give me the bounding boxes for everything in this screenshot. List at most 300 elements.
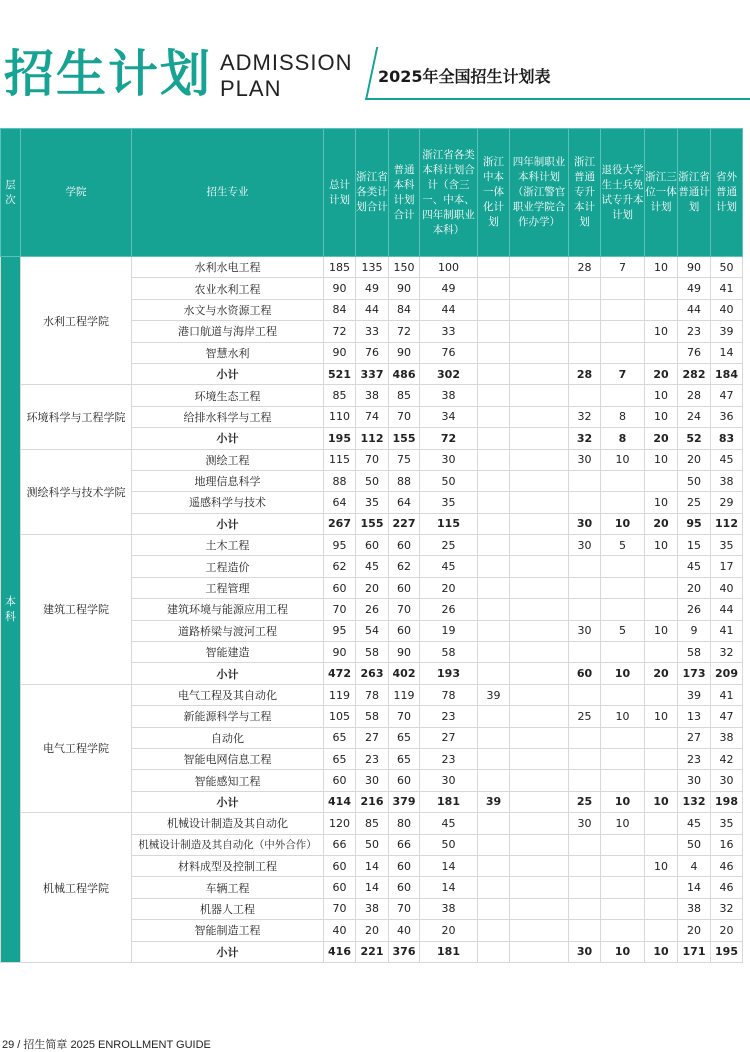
- plan-value-cell: 13: [678, 706, 711, 727]
- plan-value-cell: 38: [356, 385, 389, 406]
- plan-value-cell: [569, 642, 601, 663]
- plan-value-cell: 44: [356, 299, 389, 320]
- plan-value-cell: 38: [420, 385, 478, 406]
- plan-value-cell: 135: [356, 257, 389, 278]
- plan-value-cell: 35: [711, 813, 743, 834]
- plan-value-cell: 49: [356, 278, 389, 299]
- plan-value-cell: 41: [711, 278, 743, 299]
- plan-value-cell: 90: [678, 257, 711, 278]
- column-header: [1, 129, 21, 257]
- table-row: [1, 257, 743, 278]
- plan-value-cell: [478, 748, 510, 769]
- plan-value-cell: [601, 492, 645, 513]
- plan-value-cell: [601, 599, 645, 620]
- plan-value-cell: 44: [420, 299, 478, 320]
- plan-value-cell: [478, 492, 510, 513]
- plan-value-cell: [478, 813, 510, 834]
- plan-value-cell: 10: [645, 791, 678, 812]
- plan-value-cell: [569, 920, 601, 941]
- plan-value-cell: 472: [324, 663, 356, 684]
- plan-value-cell: 64: [324, 492, 356, 513]
- plan-value-cell: 45: [711, 449, 743, 470]
- plan-value-cell: 95: [678, 513, 711, 534]
- plan-value-cell: 58: [678, 642, 711, 663]
- plan-value-cell: [510, 342, 569, 363]
- plan-value-cell: 49: [678, 278, 711, 299]
- plan-value-cell: [645, 770, 678, 791]
- plan-value-cell: 19: [420, 620, 478, 641]
- plan-value-cell: 267: [324, 513, 356, 534]
- major-name-cell: 智能制造工程: [132, 920, 324, 941]
- plan-value-cell: 23: [420, 706, 478, 727]
- major-name-cell: 小计: [132, 428, 324, 449]
- plan-value-cell: 39: [478, 791, 510, 812]
- plan-value-cell: 14: [356, 855, 389, 876]
- plan-value-cell: 10: [645, 321, 678, 342]
- plan-value-cell: 26: [420, 599, 478, 620]
- plan-value-cell: 263: [356, 663, 389, 684]
- plan-value-cell: 112: [711, 513, 743, 534]
- plan-value-cell: 33: [356, 321, 389, 342]
- plan-value-cell: [510, 257, 569, 278]
- plan-value-cell: [645, 556, 678, 577]
- plan-value-cell: 47: [711, 385, 743, 406]
- plan-value-cell: [645, 642, 678, 663]
- plan-value-cell: 62: [324, 556, 356, 577]
- major-name-cell: 新能源科学与工程: [132, 706, 324, 727]
- plan-value-cell: [478, 278, 510, 299]
- plan-value-cell: 10: [645, 257, 678, 278]
- plan-value-cell: 20: [645, 513, 678, 534]
- column-header: 省外普通计划: [711, 129, 743, 257]
- plan-value-cell: [510, 363, 569, 384]
- plan-value-cell: 15: [678, 535, 711, 556]
- plan-value-cell: 4: [678, 855, 711, 876]
- plan-value-cell: [510, 299, 569, 320]
- plan-value-cell: 65: [389, 748, 420, 769]
- table-subtitle: 2025年全国招生计划表: [378, 67, 551, 86]
- plan-value-cell: 9: [678, 620, 711, 641]
- plan-value-cell: 28: [569, 363, 601, 384]
- plan-value-cell: 60: [389, 620, 420, 641]
- plan-value-cell: 60: [356, 535, 389, 556]
- major-name-cell: 小计: [132, 363, 324, 384]
- plan-value-cell: 85: [324, 385, 356, 406]
- column-header: 招生专业: [132, 129, 324, 257]
- plan-value-cell: 38: [356, 898, 389, 919]
- table-row: [1, 684, 743, 705]
- plan-value-cell: [510, 898, 569, 919]
- plan-value-cell: 119: [389, 684, 420, 705]
- plan-value-cell: 195: [711, 941, 743, 962]
- plan-value-cell: 70: [389, 599, 420, 620]
- plan-value-cell: 84: [324, 299, 356, 320]
- college-name-cell: 测绘科学与技术学院: [21, 449, 132, 535]
- major-name-cell: 给排水科学与工程: [132, 406, 324, 427]
- plan-value-cell: 76: [356, 342, 389, 363]
- plan-value-cell: 10: [645, 492, 678, 513]
- column-header: 学院: [21, 129, 132, 257]
- plan-value-cell: 181: [420, 941, 478, 962]
- plan-value-cell: [569, 834, 601, 855]
- plan-value-cell: 50: [420, 470, 478, 491]
- plan-value-cell: [601, 577, 645, 598]
- plan-value-cell: 20: [645, 663, 678, 684]
- plan-value-cell: [510, 385, 569, 406]
- plan-value-cell: [601, 920, 645, 941]
- plan-value-cell: 337: [356, 363, 389, 384]
- plan-value-cell: 30: [569, 941, 601, 962]
- plan-value-cell: [478, 855, 510, 876]
- plan-value-cell: 115: [324, 449, 356, 470]
- plan-value-cell: [478, 449, 510, 470]
- plan-value-cell: 90: [324, 342, 356, 363]
- plan-value-cell: [478, 556, 510, 577]
- plan-value-cell: 50: [678, 470, 711, 491]
- plan-value-cell: 282: [678, 363, 711, 384]
- column-header: 总计计划: [324, 129, 356, 257]
- plan-value-cell: 58: [356, 642, 389, 663]
- plan-value-cell: 70: [356, 449, 389, 470]
- plan-value-cell: [569, 877, 601, 898]
- subtitle-divider-line: [365, 98, 750, 100]
- plan-value-cell: 8: [601, 406, 645, 427]
- column-header: 浙江省各类本科计划合计（含三一、中本、四年制职业本科）: [420, 129, 478, 257]
- plan-value-cell: [478, 470, 510, 491]
- plan-value-cell: 10: [601, 706, 645, 727]
- plan-value-cell: 44: [678, 299, 711, 320]
- plan-value-cell: 84: [389, 299, 420, 320]
- plan-value-cell: 45: [420, 556, 478, 577]
- plan-value-cell: 10: [645, 385, 678, 406]
- page-footer: 29 / 招生简章 2025 ENROLLMENT GUIDE: [2, 1039, 211, 1051]
- plan-value-cell: [510, 449, 569, 470]
- plan-value-cell: 30: [711, 770, 743, 791]
- plan-value-cell: 155: [389, 428, 420, 449]
- plan-value-cell: 173: [678, 663, 711, 684]
- plan-value-cell: 302: [420, 363, 478, 384]
- plan-value-cell: 70: [389, 706, 420, 727]
- plan-value-cell: 30: [678, 770, 711, 791]
- plan-value-cell: 20: [678, 577, 711, 598]
- plan-value-cell: 155: [356, 513, 389, 534]
- plan-value-cell: 5: [601, 620, 645, 641]
- plan-value-cell: [601, 748, 645, 769]
- plan-value-cell: [478, 535, 510, 556]
- plan-value-cell: 32: [711, 898, 743, 919]
- plan-value-cell: [510, 813, 569, 834]
- plan-value-cell: 10: [645, 449, 678, 470]
- plan-value-cell: 38: [678, 898, 711, 919]
- plan-value-cell: 38: [711, 727, 743, 748]
- plan-value-cell: 60: [324, 577, 356, 598]
- level-char: 科: [5, 610, 16, 624]
- plan-value-cell: 60: [389, 855, 420, 876]
- plan-value-cell: 112: [356, 428, 389, 449]
- plan-value-cell: [645, 342, 678, 363]
- plan-value-cell: 60: [389, 770, 420, 791]
- plan-value-cell: [569, 321, 601, 342]
- plan-value-cell: 132: [678, 791, 711, 812]
- plan-value-cell: 39: [678, 684, 711, 705]
- plan-value-cell: 10: [601, 813, 645, 834]
- major-name-cell: 电气工程及其自动化: [132, 684, 324, 705]
- plan-value-cell: 60: [324, 770, 356, 791]
- plan-value-cell: 50: [711, 257, 743, 278]
- plan-value-cell: 60: [324, 877, 356, 898]
- plan-value-cell: 35: [711, 535, 743, 556]
- plan-value-cell: 184: [711, 363, 743, 384]
- level-char: 本: [5, 595, 16, 609]
- plan-value-cell: 14: [711, 342, 743, 363]
- plan-value-cell: [478, 727, 510, 748]
- plan-value-cell: 14: [678, 877, 711, 898]
- plan-value-cell: 76: [420, 342, 478, 363]
- plan-value-cell: 221: [356, 941, 389, 962]
- plan-value-cell: [510, 513, 569, 534]
- plan-value-cell: 70: [389, 898, 420, 919]
- plan-value-cell: [478, 642, 510, 663]
- plan-value-cell: 20: [356, 577, 389, 598]
- major-name-cell: 环境生态工程: [132, 385, 324, 406]
- admission-plan-table: [0, 128, 743, 963]
- plan-value-cell: 23: [678, 321, 711, 342]
- plan-value-cell: 78: [356, 684, 389, 705]
- plan-value-cell: 20: [678, 449, 711, 470]
- plan-value-cell: [478, 706, 510, 727]
- plan-value-cell: [601, 385, 645, 406]
- plan-value-cell: 209: [711, 663, 743, 684]
- plan-value-cell: [478, 513, 510, 534]
- major-name-cell: 水利水电工程: [132, 257, 324, 278]
- plan-value-cell: 85: [389, 385, 420, 406]
- plan-value-cell: 14: [420, 855, 478, 876]
- plan-value-cell: 54: [356, 620, 389, 641]
- plan-value-cell: 25: [569, 791, 601, 812]
- major-name-cell: 土木工程: [132, 535, 324, 556]
- column-header: 浙江省普通计划: [678, 129, 711, 257]
- plan-value-cell: [510, 920, 569, 941]
- plan-value-cell: 66: [389, 834, 420, 855]
- plan-value-cell: [510, 855, 569, 876]
- plan-value-cell: 32: [569, 406, 601, 427]
- plan-value-cell: 32: [711, 642, 743, 663]
- major-name-cell: 小计: [132, 791, 324, 812]
- plan-value-cell: 30: [569, 449, 601, 470]
- plan-value-cell: 10: [601, 513, 645, 534]
- plan-value-cell: 10: [645, 941, 678, 962]
- plan-value-cell: 40: [711, 299, 743, 320]
- plan-value-cell: [601, 877, 645, 898]
- plan-value-cell: 40: [389, 920, 420, 941]
- major-name-cell: 机械设计制造及其自动化: [132, 813, 324, 834]
- plan-value-cell: 60: [569, 663, 601, 684]
- plan-value-cell: [478, 920, 510, 941]
- plan-value-cell: [510, 321, 569, 342]
- plan-value-cell: 26: [356, 599, 389, 620]
- plan-value-cell: [569, 492, 601, 513]
- plan-value-cell: 198: [711, 791, 743, 812]
- plan-value-cell: 95: [324, 620, 356, 641]
- plan-value-cell: 10: [645, 706, 678, 727]
- plan-value-cell: 7: [601, 257, 645, 278]
- major-name-cell: 工程造价: [132, 556, 324, 577]
- plan-value-cell: 28: [569, 257, 601, 278]
- plan-value-cell: 83: [711, 428, 743, 449]
- plan-value-cell: 185: [324, 257, 356, 278]
- plan-value-cell: 60: [389, 877, 420, 898]
- plan-value-cell: 23: [678, 748, 711, 769]
- major-name-cell: 机械设计制造及其自动化（中外合作）: [132, 834, 324, 855]
- plan-value-cell: [510, 877, 569, 898]
- plan-value-cell: 41: [711, 620, 743, 641]
- plan-value-cell: [510, 663, 569, 684]
- plan-value-cell: [510, 834, 569, 855]
- plan-value-cell: 45: [678, 813, 711, 834]
- plan-value-cell: [601, 727, 645, 748]
- plan-value-cell: 70: [389, 406, 420, 427]
- plan-value-cell: [510, 470, 569, 491]
- plan-value-cell: [645, 299, 678, 320]
- table-row: [1, 535, 743, 556]
- level-header-char: 层: [5, 178, 16, 191]
- major-name-cell: 智慧水利: [132, 342, 324, 363]
- plan-value-cell: 115: [420, 513, 478, 534]
- major-name-cell: 农业水利工程: [132, 278, 324, 299]
- plan-value-cell: 14: [356, 877, 389, 898]
- major-name-cell: 智能感知工程: [132, 770, 324, 791]
- plan-value-cell: [478, 385, 510, 406]
- plan-value-cell: 8: [601, 428, 645, 449]
- plan-value-cell: 72: [324, 321, 356, 342]
- major-name-cell: 小计: [132, 941, 324, 962]
- plan-value-cell: 23: [356, 748, 389, 769]
- major-name-cell: 遥感科学与技术: [132, 492, 324, 513]
- plan-value-cell: 47: [711, 706, 743, 727]
- plan-value-cell: [510, 492, 569, 513]
- plan-value-cell: 72: [420, 428, 478, 449]
- plan-value-cell: 50: [356, 470, 389, 491]
- major-name-cell: 水文与水资源工程: [132, 299, 324, 320]
- plan-value-cell: 379: [389, 791, 420, 812]
- plan-value-cell: 10: [645, 620, 678, 641]
- plan-value-cell: [569, 748, 601, 769]
- plan-value-cell: [569, 342, 601, 363]
- plan-value-cell: 193: [420, 663, 478, 684]
- subtitle-divider-diagonal: [365, 47, 378, 100]
- plan-value-cell: 119: [324, 684, 356, 705]
- major-name-cell: 自动化: [132, 727, 324, 748]
- plan-value-cell: 90: [324, 642, 356, 663]
- plan-value-cell: 50: [420, 834, 478, 855]
- major-name-cell: 测绘工程: [132, 449, 324, 470]
- plan-value-cell: 27: [356, 727, 389, 748]
- plan-value-cell: 90: [389, 278, 420, 299]
- plan-value-cell: [645, 898, 678, 919]
- plan-value-cell: 16: [711, 834, 743, 855]
- plan-value-cell: 20: [645, 428, 678, 449]
- plan-value-cell: [510, 556, 569, 577]
- plan-value-cell: 50: [356, 834, 389, 855]
- plan-value-cell: 40: [324, 920, 356, 941]
- plan-value-cell: [601, 342, 645, 363]
- plan-value-cell: 35: [356, 492, 389, 513]
- major-name-cell: 工程管理: [132, 577, 324, 598]
- plan-value-cell: [478, 577, 510, 598]
- page-title: 招生计划: [4, 45, 212, 103]
- major-name-cell: 材料成型及控制工程: [132, 855, 324, 876]
- plan-value-cell: 58: [356, 706, 389, 727]
- plan-value-cell: 10: [601, 449, 645, 470]
- plan-value-cell: [645, 813, 678, 834]
- plan-value-cell: [478, 599, 510, 620]
- plan-value-cell: 80: [389, 813, 420, 834]
- major-name-cell: 建筑环境与能源应用工程: [132, 599, 324, 620]
- plan-value-cell: 74: [356, 406, 389, 427]
- plan-value-cell: [569, 855, 601, 876]
- plan-value-cell: [569, 770, 601, 791]
- plan-value-cell: 376: [389, 941, 420, 962]
- plan-value-cell: [569, 385, 601, 406]
- plan-value-cell: [569, 556, 601, 577]
- plan-value-cell: 65: [324, 748, 356, 769]
- plan-value-cell: [510, 577, 569, 598]
- plan-value-cell: 52: [678, 428, 711, 449]
- plan-value-cell: [510, 748, 569, 769]
- plan-value-cell: 36: [711, 406, 743, 427]
- plan-value-cell: [601, 684, 645, 705]
- plan-value-cell: 30: [356, 770, 389, 791]
- plan-value-cell: 33: [420, 321, 478, 342]
- college-name-cell: 环境科学与工程学院: [21, 385, 132, 449]
- column-header: 退役大学生士兵免试专升本计划: [601, 129, 645, 257]
- table-header-row: [1, 129, 743, 257]
- plan-value-cell: 171: [678, 941, 711, 962]
- plan-value-cell: 30: [420, 770, 478, 791]
- level-cell: [1, 257, 21, 963]
- plan-value-cell: 216: [356, 791, 389, 812]
- plan-value-cell: 44: [711, 599, 743, 620]
- plan-value-cell: 46: [711, 877, 743, 898]
- table-row: [1, 813, 743, 834]
- plan-value-cell: 76: [678, 342, 711, 363]
- major-name-cell: 港口航道与海岸工程: [132, 321, 324, 342]
- plan-value-cell: [478, 877, 510, 898]
- plan-value-cell: 62: [389, 556, 420, 577]
- table-row: [1, 385, 743, 406]
- plan-value-cell: 40: [711, 577, 743, 598]
- plan-value-cell: [601, 855, 645, 876]
- plan-value-cell: [510, 791, 569, 812]
- plan-value-cell: 45: [420, 813, 478, 834]
- plan-value-cell: 95: [324, 535, 356, 556]
- plan-value-cell: [510, 684, 569, 705]
- plan-value-cell: 30: [569, 513, 601, 534]
- plan-value-cell: 23: [420, 748, 478, 769]
- title-en-line2: PLAN: [220, 76, 282, 101]
- plan-value-cell: [645, 278, 678, 299]
- plan-value-cell: [510, 428, 569, 449]
- plan-value-cell: [601, 299, 645, 320]
- plan-value-cell: 25: [420, 535, 478, 556]
- plan-value-cell: 20: [420, 577, 478, 598]
- plan-value-cell: 45: [678, 556, 711, 577]
- plan-value-cell: 30: [420, 449, 478, 470]
- plan-value-cell: 90: [324, 278, 356, 299]
- plan-value-cell: [645, 834, 678, 855]
- plan-value-cell: 30: [569, 620, 601, 641]
- college-name-cell: 机械工程学院: [21, 813, 132, 963]
